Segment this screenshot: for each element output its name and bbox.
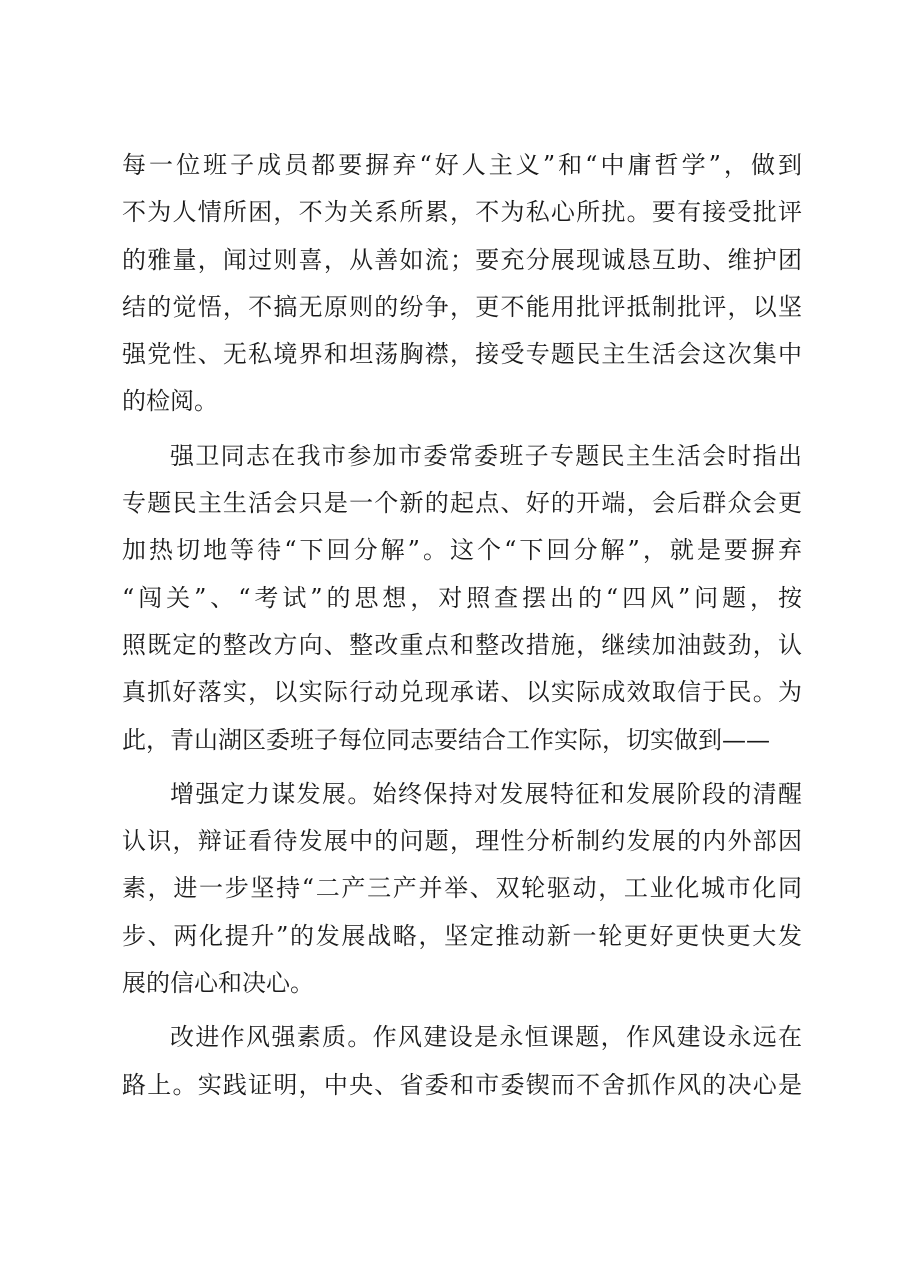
paragraph-line: 强卫同志在我市参加市委常委班子专题民主生活会时指出 <box>170 441 802 470</box>
paragraph-line: 路上。实践证明，中央、省委和市委锲而不舍抓作风的决心是 <box>122 1070 802 1099</box>
paragraph-gap <box>122 426 802 433</box>
paragraph-line: 结的觉悟，不搞无原则的纷争，更不能用批评抵制批评，以坚 <box>122 292 802 321</box>
paragraph-gap <box>122 764 802 771</box>
paragraph-line: 展的信心和决心。 <box>122 969 314 998</box>
paragraph-line: 专题民主生活会只是一个新的起点、好的开端，会后群众会更 <box>122 489 802 518</box>
paragraph-line: 增强定力谋发展。始终保持对发展特征和发展阶段的清醒 <box>170 779 802 808</box>
paragraph-line: 强党性、无私境界和坦荡胸襟，接受专题民主生活会这次集中 <box>122 340 802 369</box>
paragraph-line: 的雅量，闻过则喜，从善如流；要充分展现诚恳互助、维护团 <box>122 245 802 274</box>
paragraph-line: 照既定的整改方向、整改重点和整改措施，继续加油鼓劲，认 <box>122 630 802 659</box>
paragraph-line: 不为人情所困，不为关系所累，不为私心所扰。要有接受批评 <box>122 198 802 227</box>
document-body <box>122 142 802 1109</box>
paragraph-line: 改进作风强素质。作风建设是永恒课题，作风建设永远在 <box>170 1023 802 1052</box>
paragraph-line: 真抓好落实，以实际行动兑现承诺、以实际成效取信于民。为 <box>122 678 802 707</box>
paragraph-line: 每一位班子成员都要摒弃“好人主义”和“中庸哲学”，做到 <box>122 151 802 179</box>
paragraph-line: “闯关”、“考试”的思想，对照查摆出的“四风”问题，按 <box>122 583 802 612</box>
paragraph-line: 步、两化提升”的发展战略，坚定推动新一轮更好更快更大发 <box>122 921 802 950</box>
paragraph-line: 素，进一步坚持“二产三产并举、双轮驱动，工业化城市化同 <box>122 874 802 903</box>
paragraph-line: 此，青山湖区委班子每位同志要结合工作实际，切实做到—— <box>122 725 770 754</box>
paragraph-gap <box>122 1007 802 1014</box>
paragraph-line: 认识，辩证看待发展中的问题，理性分析制约发展的内外部因 <box>122 827 802 856</box>
paragraph-line: 的检阅。 <box>122 387 218 416</box>
paragraph-line: 加热切地等待“下回分解”。这个“下回分解”，就是要摒弃 <box>122 536 802 565</box>
